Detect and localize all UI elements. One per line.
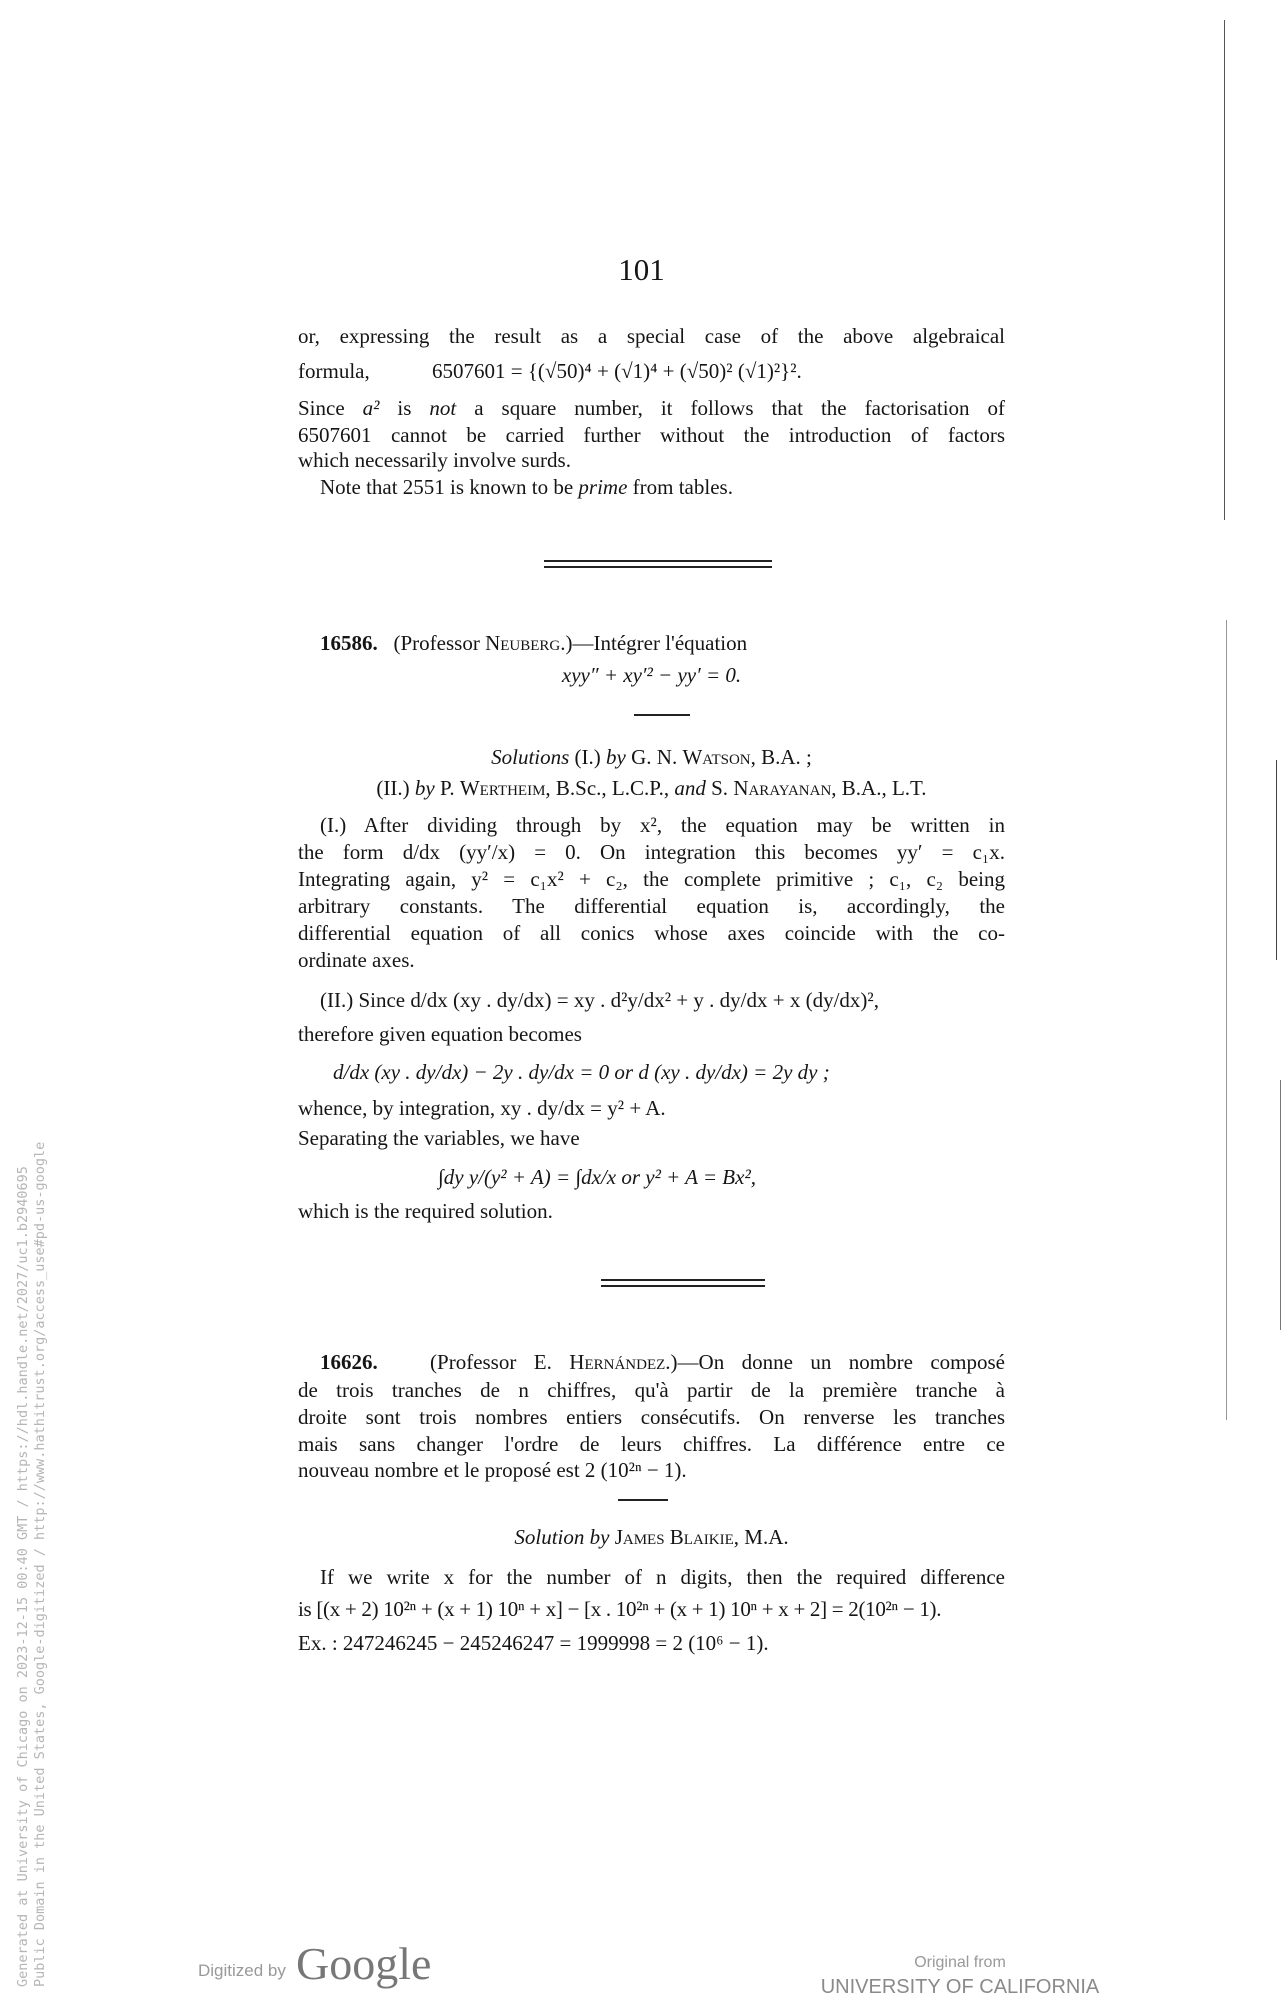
- watermark-line: Public Domain in the United States, Google-digitized / http://www.hathitrust.org/access_use#pd-us-google: [32, 1141, 48, 1987]
- solution-line: therefore given equation becomes: [298, 1022, 582, 1046]
- section-divider: [601, 1285, 765, 1287]
- solvers-line: [298, 744, 1005, 771]
- text: P.: [434, 776, 460, 800]
- text: Since: [298, 396, 363, 420]
- solution-line: whence, by integration, xy . dy/dx = y² + A.: [298, 1096, 666, 1120]
- solution-line: Separating the variables, we have: [298, 1126, 580, 1150]
- solution-line: (II.) Since d/dx (xy . dy/dx) = xy . d²y/dx² + y . dy/dx + x (dy/dx)²,: [320, 988, 879, 1012]
- text: Solutions: [491, 745, 570, 769]
- scan-edge-line: [1226, 620, 1227, 1420]
- scan-edge-line: [1280, 1080, 1281, 1330]
- text: (Professor E.: [430, 1350, 570, 1374]
- short-divider: [634, 714, 690, 716]
- formula-line: [298, 358, 1005, 385]
- text: , M.A.: [733, 1525, 789, 1549]
- problem-line: nouveau nombre et le proposé est 2 (10²ⁿ − 1).: [298, 1458, 687, 1482]
- text: Note that 2551 is known to be: [320, 475, 579, 499]
- emphasis: not: [429, 396, 457, 420]
- text: Solution by: [514, 1525, 615, 1549]
- section-divider: [544, 560, 772, 562]
- hathitrust-watermark: [15, 987, 49, 1987]
- proposer-name: Hernández: [569, 1350, 666, 1374]
- problem-line: droite sont trois nombres entiers consécutifs. On renverse les tranches: [298, 1405, 1005, 1429]
- problem-number: 16586.: [320, 631, 378, 655]
- solution-line: (I.) After dividing through by x², the equation may be written in: [320, 813, 1005, 837]
- solution-line: If we write x for the number of n digits, then the required difference: [320, 1565, 1005, 1589]
- text: , B.A. ;: [750, 745, 812, 769]
- section-divider: [601, 1279, 765, 1281]
- problem-heading: [320, 630, 1005, 657]
- solver-line: [298, 1524, 1005, 1551]
- institution-name: UNIVERSITY OF CALIFORNIA: [820, 1976, 1100, 1998]
- emphasis: prime: [578, 475, 628, 499]
- formula-equation: 6507601 = {(√50)⁴ + (√1)⁴ + (√50)² (√1)²}².: [432, 359, 802, 383]
- problem-number: 16626.: [320, 1350, 378, 1374]
- section-divider: [544, 566, 772, 568]
- text: .)—Intégrer l'équation: [560, 631, 748, 655]
- text-line: which necessarily involve surds.: [298, 448, 571, 472]
- solution-line: Ex. : 247246245 − 245246247 = 1999998 = 2 (10⁶ − 1).: [298, 1631, 769, 1655]
- text-line: [298, 395, 1005, 422]
- solution-line: the form d/dx (yy′/x) = 0. On integration this becomes yy′ = c₁x.: [298, 840, 1005, 864]
- text: is: [379, 396, 430, 420]
- problem-line: mais sans changer l'ordre de leurs chiffres. La différence entre ce: [298, 1432, 1005, 1456]
- short-divider: [618, 1499, 668, 1501]
- solver-name: Narayanan: [733, 776, 832, 800]
- solver-name: Wertheim: [459, 776, 546, 800]
- solution-line: is [(x + 2) 10²ⁿ + (x + 1) 10ⁿ + x] − [x . 10²ⁿ + (x + 1) 10ⁿ + x + 2] = 2(10²ⁿ − 1).: [298, 1597, 942, 1621]
- google-logo: Google: [296, 1938, 432, 1989]
- text: by: [606, 745, 626, 769]
- text: , B.Sc., L.C.P.,: [545, 776, 675, 800]
- solvers-line: [298, 775, 1005, 802]
- problem-heading: [320, 1349, 1005, 1376]
- scan-edge-line: [1276, 760, 1277, 960]
- text: G. N.: [625, 745, 683, 769]
- solution-line: arbitrary constants. The differential equation is, accordingly, the: [298, 894, 1005, 918]
- math: a²: [362, 396, 380, 420]
- proposer-name: Neuberg: [485, 631, 561, 655]
- formula-label: formula,: [298, 359, 370, 383]
- text: by: [414, 776, 435, 800]
- text: from tables.: [627, 475, 733, 499]
- problem-line: de trois tranches de n chiffres, qu'à partir de la première tranche à: [298, 1378, 1005, 1402]
- solver-name: James Blaikie: [614, 1525, 734, 1549]
- text-line: [320, 474, 1005, 501]
- text-line: or, expressing the result as a special case of the above algebraical: [298, 324, 1005, 348]
- solver-name: Watson: [682, 745, 751, 769]
- solution-line: which is the required solution.: [298, 1199, 553, 1223]
- problem-equation: xyy″ + xy′² − yy′ = 0.: [561, 663, 742, 687]
- solution-line: Integrating again, y² = c₁x² + c₂, the complete primitive ; c₁, c₂ being: [298, 867, 1005, 891]
- page-number: 101: [618, 252, 665, 287]
- text: , B.A., L.T.: [831, 776, 927, 800]
- text: .)—On donne un nombre composé: [665, 1350, 1006, 1374]
- solution-equation: d/dx (xy . dy/dx) − 2y . dy/dx = 0 or d (xy . dy/dx) = 2y dy ;: [333, 1060, 830, 1084]
- solution-equation: ∫dy y/(y² + A) = ∫dx/x or y² + A = Bx²,: [438, 1165, 756, 1189]
- text: (II.): [376, 776, 415, 800]
- text: (I.): [569, 745, 607, 769]
- watermark-line: Generated at University of Chicago on 2023-12-15 00:40 GMT / https://hdl.handle.net/2027/uc1.b2940695: [15, 1166, 31, 1987]
- text: and: [674, 776, 706, 800]
- text: S.: [705, 776, 734, 800]
- solution-line: ordinate axes.: [298, 948, 415, 972]
- original-from-label: Original from: [914, 1954, 1006, 1971]
- solution-line: differential equation of all conics whose axes coincide with the co-: [298, 921, 1005, 945]
- text-line: 6507601 cannot be carried further without the introduction of factors: [298, 423, 1005, 447]
- text: (Professor: [393, 631, 486, 655]
- scan-edge-line: [1224, 20, 1225, 520]
- digitized-by-label: Digitized by: [198, 1961, 286, 1980]
- text: a square number, it follows that the factorisation of: [456, 396, 1006, 420]
